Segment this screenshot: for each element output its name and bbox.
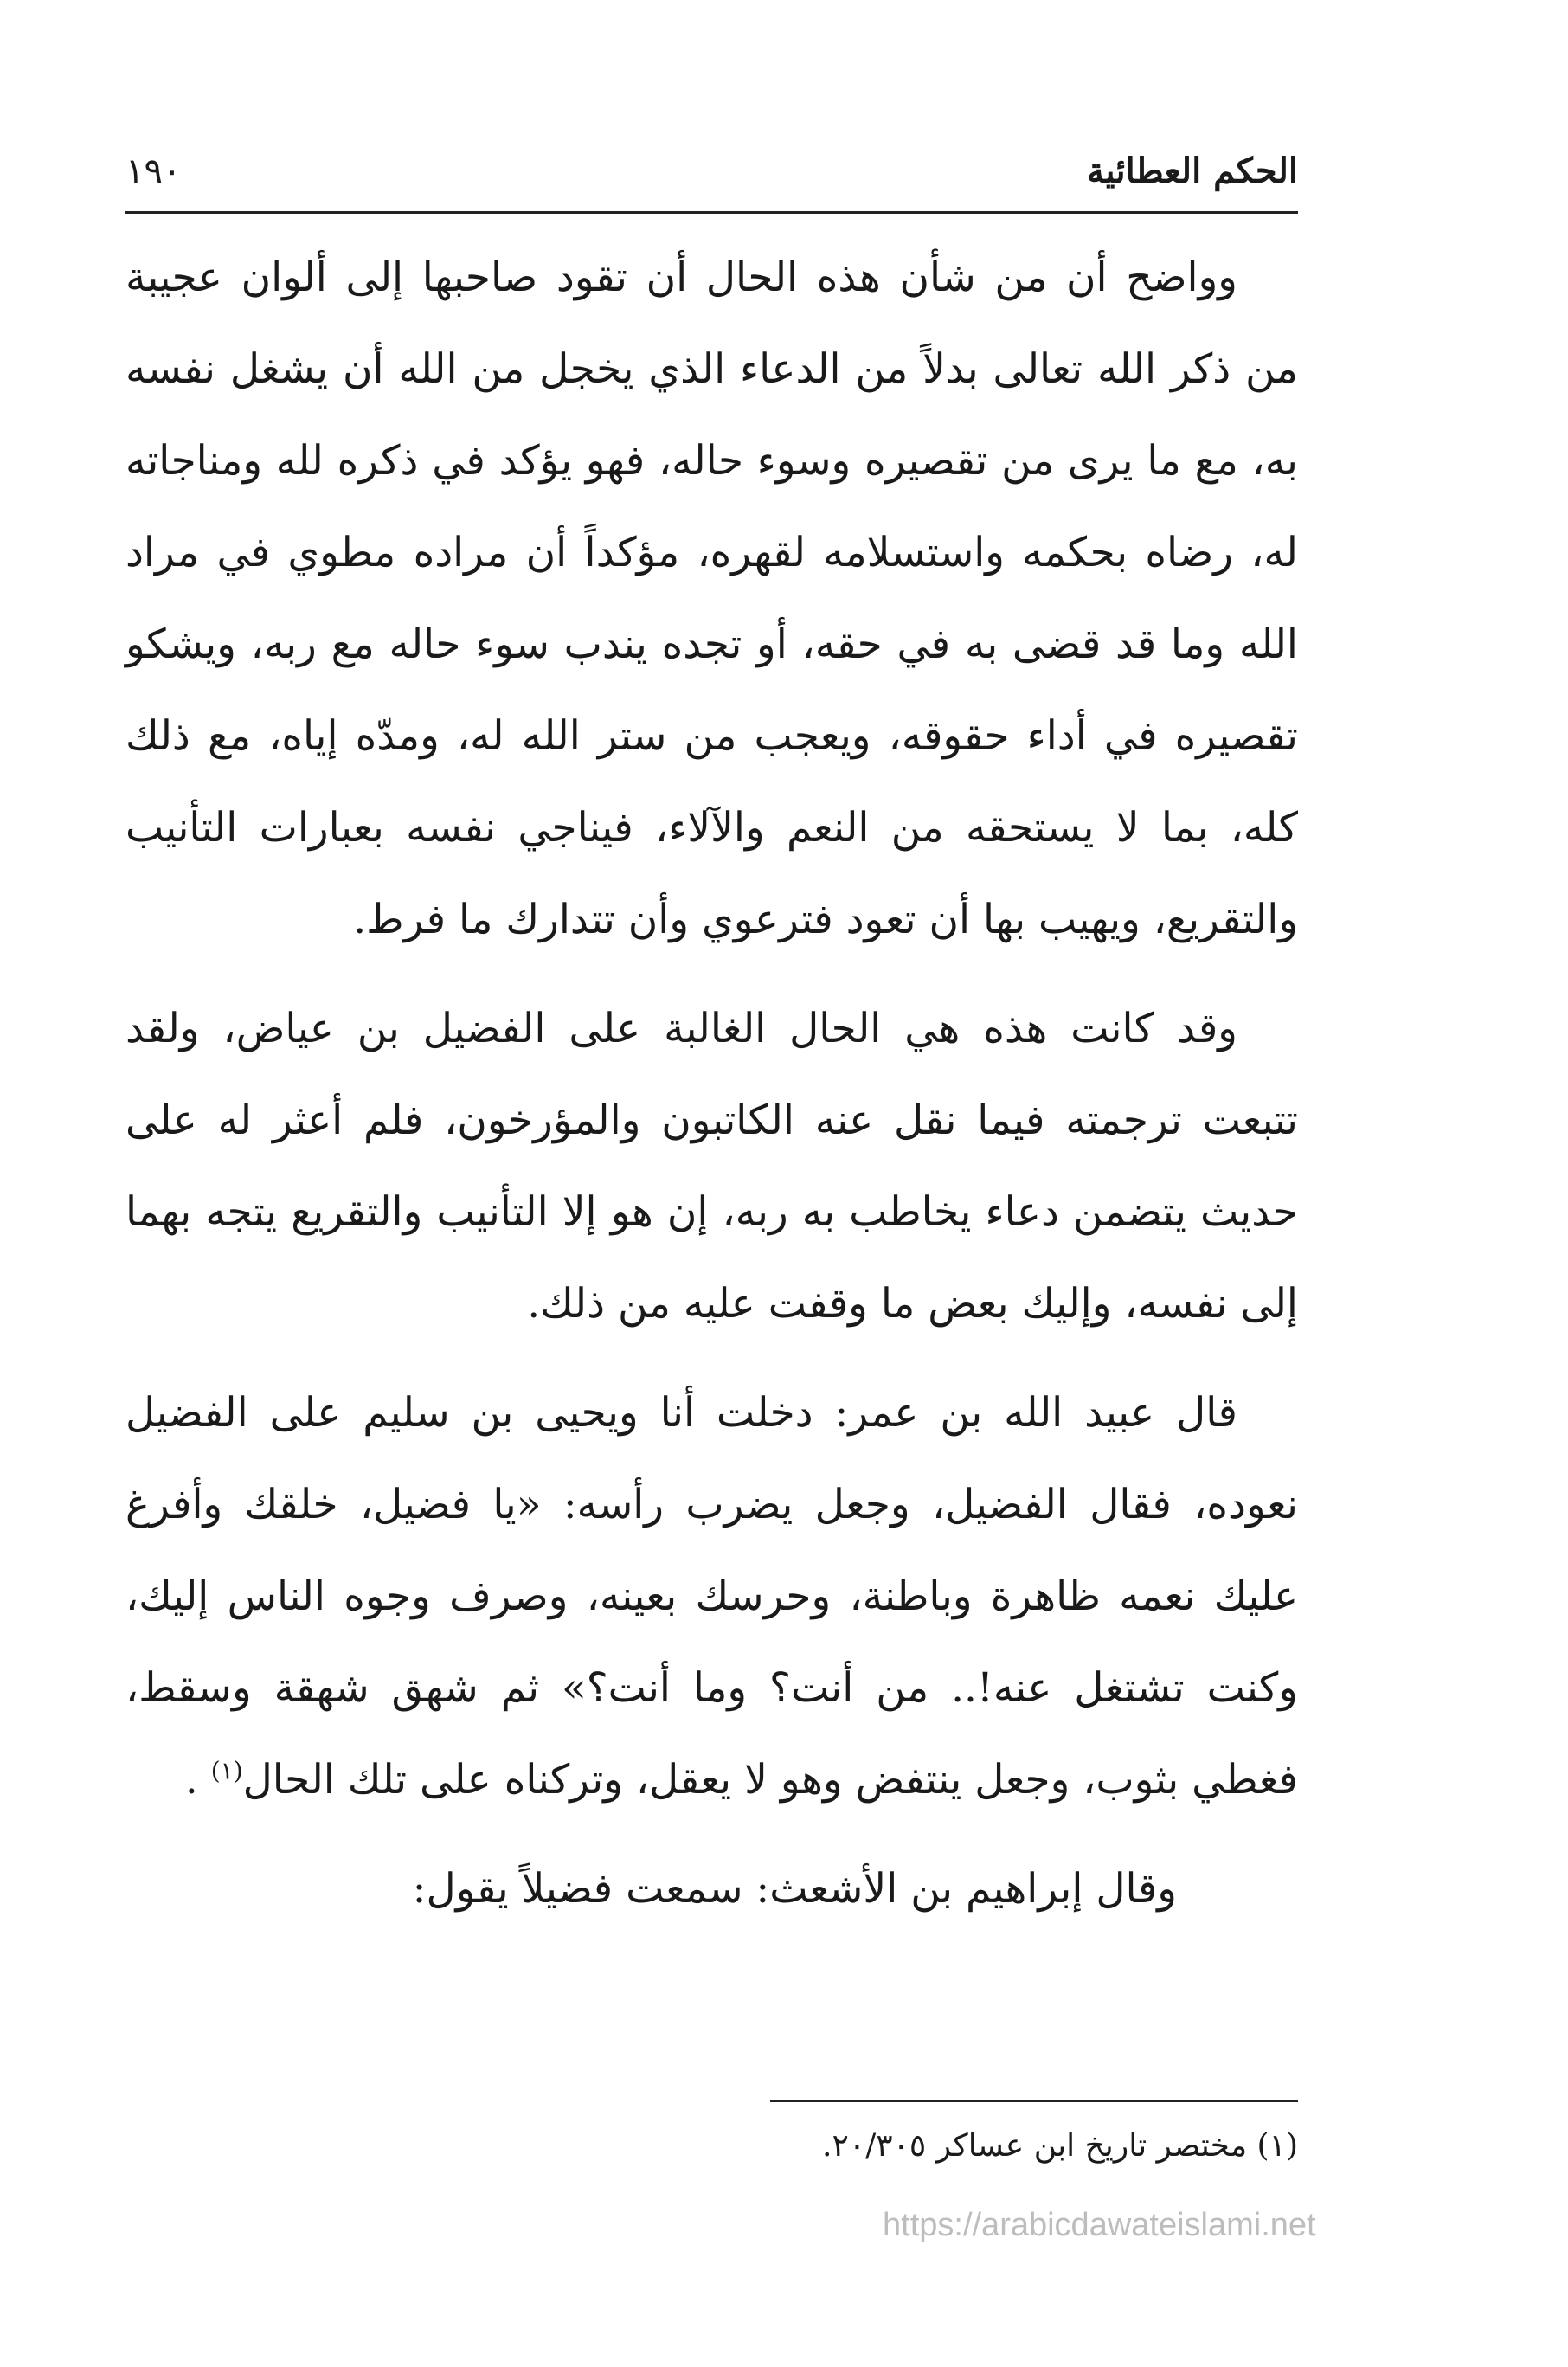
footnote-reference: (١) [210,1756,243,1785]
footnote-rule [770,2100,1298,2102]
header-rule [125,211,1298,214]
paragraph-2: وقد كانت هذه هي الحال الغالبة على الفضيل بن عياض، ولقد تتبعت ترجمته فيما نقل عنه الكاتبون والمؤرخون، فلم أعثر له على حديث يتضمن دعاء يخاطب به ربه، إن هو إلا التأنيب والتقريع يتجه بهما إلى نفسه، وإليك بعض ما وقفت عليه من ذلك. [125,1005,1298,1328]
running-header [125,145,1298,197]
watermark-url: https://arabicdawateislami.net [883,2207,1316,2243]
paragraph-1: وواضح أن من شأن هذه الحال أن تقود صاحبها إلى ألوان عجيبة من ذكر الله تعالى بدلاً من الدعاء الذي يخجل من الله أن يشغل نفسه به، مع ما يرى من تقصيره وسوء حاله، فهو يؤكد في ذكره لله ومناجاته له، رضاه بحكمه واستسلامه لقهره، مؤكداً أن مراده مطوي في مراد الله وما قد قضى به في حقه، أو تجده يندب سوء حاله مع ربه، ويشكو تقصيره في أداء حقوقه، ويعجب من ستر الله له، ومدّه إياه، مع ذلك كله، بما لا يستحقه من النعم والآلاء، فيناجي نفسه بعبارات التأنيب والتقريع، ويهيب بها أن تعود فترعوي وأن تتدارك ما فرط. [125,254,1298,943]
paragraph-4: وقال إبراهيم بن الأشعث: سمعت فضيلاً يقول: [412,1865,1177,1913]
book-title: الحكم العطائية [1086,151,1298,191]
paragraph-3-end: . [184,1756,211,1804]
paragraph-3-text: قال عبيد الله بن عمر: دخلت أنا ويحيى بن سليم على الفضيل نعوده، فقال الفضيل، وجعل يضرب رأسه: «يا فضيل، خلقك وأفرغ عليك نعمه ظاهرة وباطنة، وحرسك بعينه، وصرف وجوه الناس إليك، وكنت تشتغل عنه!.. من أنت؟ وما أنت؟» ثم شهق شهقة وسقط، فغطي بثوب، وجعل ينتفض وهو لا يعقل، وتركناه على تلك الحال [125,1389,1298,1804]
page-number: ١٩٠ [125,151,182,191]
footnote: (١) مختصر تاريخ ابن عساكر ٢٠/٣٠٥. [821,2128,1298,2164]
paragraph-3 [125,1367,1298,1826]
body-text [125,232,1298,1952]
